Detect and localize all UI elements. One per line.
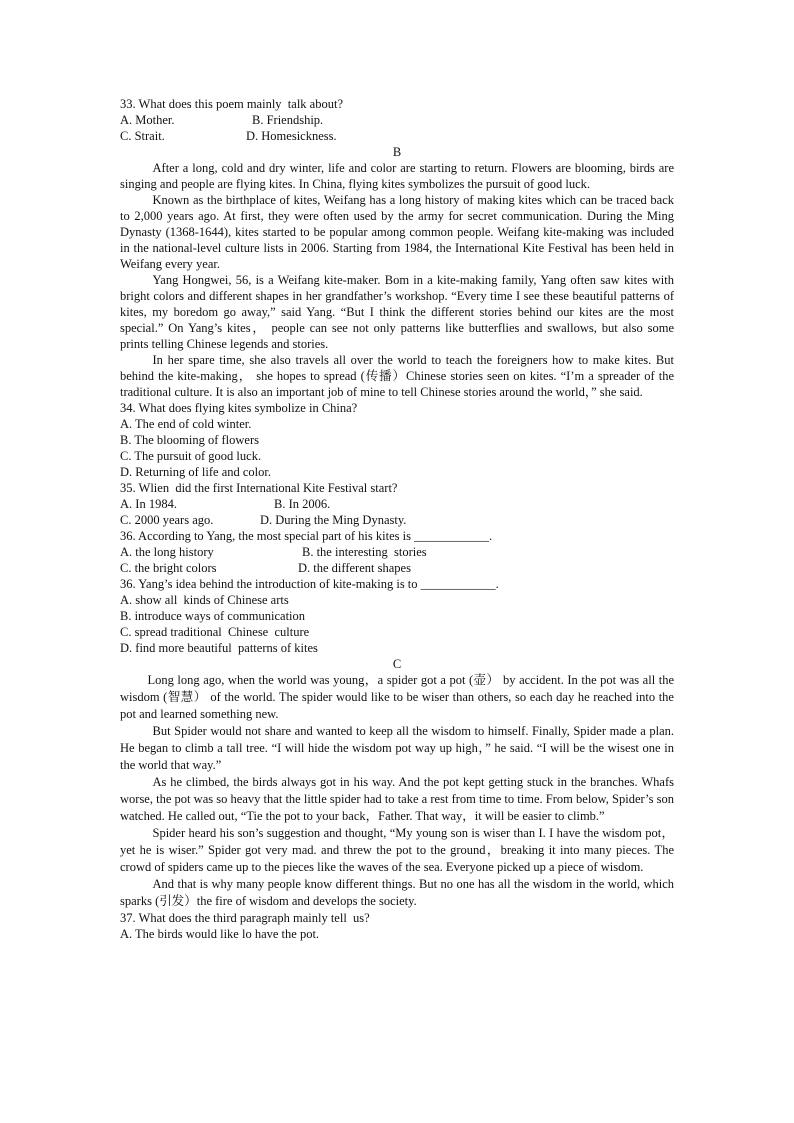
q36b-option-a: A. show all kinds of Chinese arts: [120, 593, 289, 607]
section-c-paragraph-3: As he climbed, the birds always got in his way. And the pot kept getting stuck in the branches. Whafs worse, the pot was so heavy that the little spider had to take a rest from time to time. From below, Spider’s son watched. He called out, “Tie the pot to your back，Father. That way，it will be easier to climb.”: [120, 775, 674, 823]
q35-options-row-2: [120, 512, 674, 528]
section-c-heading: C: [392, 657, 402, 671]
q34-question: 34. What does flying kites symbolize in China?: [120, 401, 358, 415]
q34-option-c: C. The pursuit of good luck.: [120, 449, 262, 463]
q34-option-b: B. The blooming of flowers: [120, 433, 259, 447]
section-c-paragraph-1: Long long ago, when the world was young，a spider got a pot (壶） by accident. In the pot was all the wisdom (智慧） of the world. The spider would like to be wiser than others, so each day he reached into the pot and learned something new.: [120, 673, 674, 721]
q35-option-c: C. 2000 years ago.: [120, 513, 214, 527]
q36b-option-d: D. find more beautiful patterns of kites: [120, 641, 318, 655]
q35-option-d: D. During the Ming Dynasty.: [260, 513, 407, 527]
section-c-paragraph-2: But Spider would not share and wanted to keep all the wisdom to himself. Finally, Spider made a plan. He began to climb a tall tree. “I will hide the wisdom pot way up high，” he said. “I will be the wisest one in the world that way.”: [120, 724, 674, 772]
section-b-heading: B: [392, 145, 402, 159]
section-b-paragraph-2: Known as the birthplace of kites, Weifang has a long history of making kites which can be traced back to 2,000 years ago. At first, they were often used by the army for secret communication. During the Ming Dynasty (1368-1644), kites started to be popular among common people. Weifang kite-making was included in the national-level culture lists in 2006. Starting from 1984, the International Kite Festival has been held in Weifang every year.: [120, 193, 674, 271]
q34-option-d: D. Returning of life and color.: [120, 465, 272, 479]
q35-options-row-1: [120, 496, 674, 512]
q36a-options-row-2: [120, 560, 674, 576]
q36b-option-b: B. introduce ways of communication: [120, 609, 306, 623]
q36a-option-d: D. the different shapes: [298, 561, 411, 575]
q33-options-row-1: [120, 112, 674, 128]
q33-options-row-2: [120, 128, 674, 144]
exam-page: [120, 96, 674, 942]
q33-option-d: D. Homesickness.: [246, 129, 337, 143]
q35-question: 35. Wlien did the first International Kite Festival start?: [120, 481, 398, 495]
q33-option-b: B. Friendship.: [252, 113, 324, 127]
section-b-paragraph-3: Yang Hongwei, 56, is a Weifang kite-maker. Bom in a kite-making family, Yang often saw kites with bright colors and different shapes in her grandfather’s workshop. “Every time I see these beautiful patterns of kites, my boredom go away,” said Yang. “But I think the different stories behind our kites are the most special.” On Yang’s kites， people can see not only patterns like butterflies and swallows, but also some prints telling Chinese legends and stories.: [120, 273, 674, 351]
q36b-option-c: C. spread traditional Chinese culture: [120, 625, 310, 639]
q36a-question: 36. According to Yang, the most special part of his kites is ____________.: [120, 529, 493, 543]
q37-question: 37. What does the third paragraph mainly tell us?: [120, 911, 370, 925]
q36a-options-row-1: [120, 544, 674, 560]
section-b-paragraph-1: After a long, cold and dry winter, life and color are starting to return. Flowers are blooming, birds are singing and people are flying kites. In China, flying kites symbolizes the pursuit of good luck.: [120, 161, 674, 191]
section-c-paragraph-4: Spider heard his son’s suggestion and thought, “My young son is wiser than I. I have the wisdom pot，yet he is wiser.” Spider got very mad. and threw the pot to the ground，breaking it into many pieces. The crowd of spiders came up to the pieces like the waves of the sea. Everyone picked up a piece of wisdom.: [120, 826, 674, 874]
section-c-paragraph-5: And that is why many people know different things. But no one has all the wisdom in the world, which sparks (引发）the fire of wisdom and develops the society.: [120, 877, 674, 908]
q35-option-a: A. In 1984.: [120, 497, 177, 511]
q36a-option-a: A. the long history: [120, 545, 214, 559]
section-b-paragraph-4: In her spare time, she also travels all over the world to teach the foreigners how to make kites. But behind the kite-making， she hopes to spread (传播）Chinese stories seen on kites. “I’m a spreader of the traditional culture. It is also an important job of mine to tell Chinese stories around the world，” she said.: [120, 353, 674, 399]
q36a-option-b: B. the interesting stories: [302, 545, 427, 559]
q34-option-a: A. The end of cold winter.: [120, 417, 252, 431]
q33-option-a: A. Mother.: [120, 113, 175, 127]
q35-option-b: B. In 2006.: [274, 497, 331, 511]
q37-option-a: A. The birds would like lo have the pot.: [120, 927, 320, 941]
q36a-option-c: C. the bright colors: [120, 561, 217, 575]
q33-question: 33. What does this poem mainly talk about?: [120, 97, 343, 111]
q36b-question: 36. Yang’s idea behind the introduction of kite-making is to ____________.: [120, 577, 499, 591]
q33-option-c: C. Strait.: [120, 129, 165, 143]
